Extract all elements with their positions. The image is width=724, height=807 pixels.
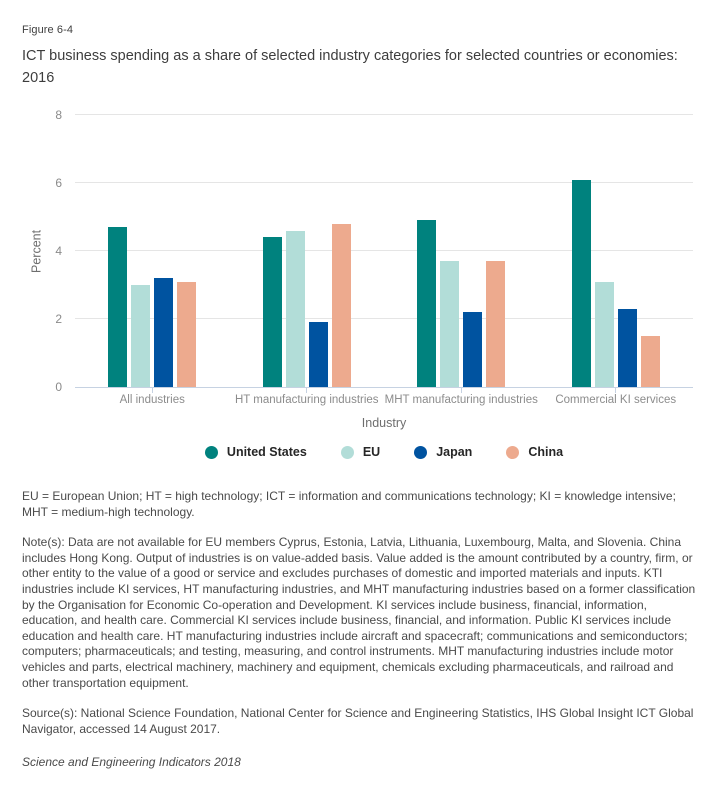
bar-japan-commercial-ki-services (618, 309, 637, 387)
notes-paragraph: Note(s): Data are not available for EU members Cyprus, Estonia, Latvia, Lithuania, Luxembourg, Malta, and Slovenia. China includes Hong Kong. Output of industries is on value-added basis. Value added is the amount contributed by a country, firm, or other entity to the value of a good or service and excludes purchases of domestic and imported materials and inputs. KTI industries include KI services, HT manufacturing industries, and MHT manufacturing industries based on a former classification by the Organisation for Economic Co-operation and Development. KI services include business, financial, information, education, and health care. Commercial KI services include business, financial, and information. Public KI services include education and health care. HT manufacturing industries include aircraft and spacecraft; communications and semiconductors; computers; pharmaceuticals; and testing, measuring, and control instruments. MHT manufacturing industries include motor vehicles and parts, electrical machinery, machinery and equipment, chemicals excluding pharmaceuticals, and railroad and other transportation equipment. (22, 535, 696, 690)
x-tick-commercial-ki-services (615, 387, 616, 393)
bar-eu-mht-manufacturing-industries (440, 261, 459, 387)
y-tick-label-6: 6 (55, 176, 62, 190)
bar-united-states-all-industries (108, 227, 127, 387)
legend-item-united-states (205, 445, 307, 459)
legend-dot-eu (341, 446, 354, 459)
x-tick-mht-manufacturing-industries (461, 387, 462, 393)
legend-dot-japan (414, 446, 427, 459)
bar-japan-all-industries (154, 278, 173, 387)
x-tick-all-industries (152, 387, 153, 393)
x-category-label-all-industries: All industries (119, 394, 185, 406)
bar-eu-commercial-ki-services (595, 282, 614, 387)
figure-title: ICT business spending as a share of selected industry categories for selected countries or economies: 2016 (22, 48, 678, 86)
bar-group-ht-manufacturing-industries (261, 115, 353, 387)
bar-china-commercial-ki-services (641, 336, 660, 387)
legend-item-eu (341, 445, 380, 459)
figure-number: Figure 6-4 (22, 24, 74, 36)
plot-area (29, 108, 693, 394)
bar-china-mht-manufacturing-industries (486, 261, 505, 387)
legend-label-united-states: United States (226, 445, 307, 459)
legend-item-china (506, 445, 563, 459)
x-category-label-ht-manufacturing-industries: HT manufacturing industries (234, 394, 379, 406)
x-category-label-mht-manufacturing-industries: MHT manufacturing industries (384, 394, 538, 406)
bar-eu-ht-manufacturing-industries (286, 231, 305, 387)
x-axis-title: Industry (361, 416, 407, 430)
x-labels (75, 394, 693, 406)
bar-groups (75, 115, 693, 387)
bar-group-mht-manufacturing-industries (415, 115, 507, 387)
bar-eu-all-industries (131, 285, 150, 387)
bar-japan-ht-manufacturing-industries (309, 322, 328, 387)
legend-label-japan: Japan (436, 445, 473, 459)
y-tick-label-8: 8 (55, 108, 62, 122)
y-axis-title: Percent (29, 229, 44, 273)
abbreviations-note: EU = European Union; HT = high technology; ICT = information and communications technology; KI = knowledge intensive; MHT = medium-high technology. (22, 489, 676, 519)
legend-item-japan (414, 445, 472, 459)
legend-dot-china (506, 446, 519, 459)
bar-china-ht-manufacturing-industries (332, 224, 351, 387)
bar-united-states-mht-manufacturing-industries (417, 220, 436, 387)
x-tick-ht-manufacturing-industries (306, 387, 307, 393)
bar-united-states-ht-manufacturing-industries (263, 237, 282, 387)
bar-china-all-industries (177, 282, 196, 387)
y-tick-label-0: 0 (55, 380, 62, 394)
y-tick-label-4: 4 (55, 244, 62, 258)
gridline-0 (75, 387, 693, 388)
source-paragraph: Source(s): National Science Foundation, National Center for Science and Engineering Statistics, IHS Global Insight ICT Global Navigator, accessed 14 August 2017. (22, 706, 694, 736)
legend-label-eu: EU (362, 445, 381, 459)
bar-chart (22, 108, 702, 459)
legend (75, 445, 693, 459)
bar-group-commercial-ki-services (570, 115, 662, 387)
footnotes (22, 489, 702, 769)
legend-dot-united-states (205, 446, 218, 459)
bar-group-all-industries (106, 115, 198, 387)
y-tick-label-2: 2 (55, 312, 62, 326)
x-category-label-commercial-ki-services: Commercial KI services (555, 394, 677, 406)
bar-japan-mht-manufacturing-industries (463, 312, 482, 387)
bar-united-states-commercial-ki-services (572, 180, 591, 387)
publication-attribution: Science and Engineering Indicators 2018 (22, 755, 241, 770)
legend-label-china: China (528, 445, 564, 459)
